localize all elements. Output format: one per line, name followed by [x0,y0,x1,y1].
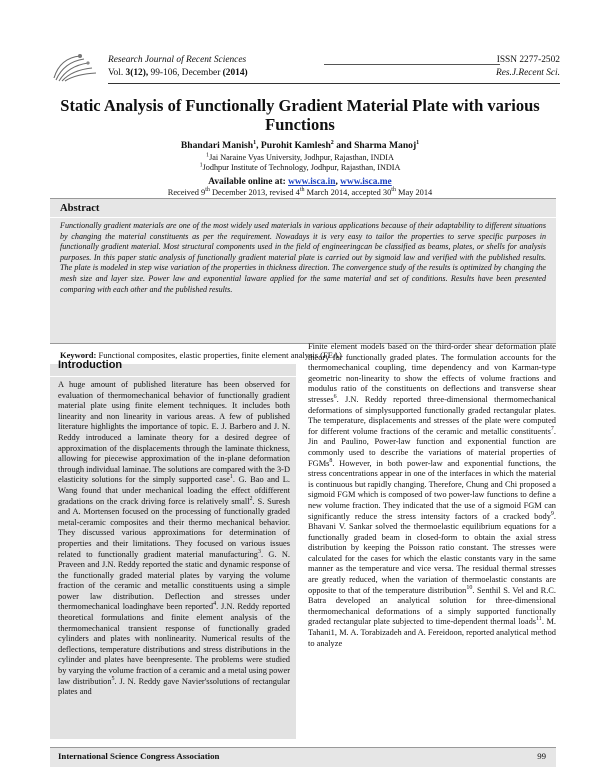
issn: ISSN 2277-2502 [496,55,560,65]
author-sep-and: and [333,140,355,151]
volume-number: 3(12), [125,68,149,78]
ref-6: 6 [333,394,337,401]
introduction-rule [50,376,296,377]
author-2-sup: 2 [330,139,334,146]
journal-info [108,54,248,80]
header-underline [108,83,560,84]
ref-2: 2 [249,495,253,502]
author-1: Bhandari Manish [180,140,254,151]
right-column-text [308,342,556,649]
available-online [0,177,600,187]
intro-p1: A huge amount of published literature has been observed for evaluation of thermomechanical behavior of functionally gradient material plate using finite element techniques. It includes both linearity and non linearity in various areas. A few of published literature highlights the importance of topic. E. J. Barbero and J. N. Reddy introduced a laminate theory for a desired degree of approximation of the displacements through the laminate thickness, allowing for piecewise approximation of the in-plane deformation through individual laminae. The solutions are compared with the 3-D elasticity solutions for the simply supported case [58,380,290,485]
introduction-text [58,380,290,698]
page-number: 99 [537,751,546,761]
affiliation-1-num: 1 [206,152,210,159]
introduction-heading: Introduction [58,359,123,371]
ref-9: 9 [550,510,554,517]
received-sup: th [205,187,210,194]
author-3-sup: 1 [416,139,420,146]
intro-p5: . J.N. Reddy reported theoretical formulations and finite element analysis of the thermomechanical transient response of functionally graded cylinders and plates with nonlinearity. Numerical results of the deflections, temperature distributions and stress distributions in the cylinder and plates have beenpresente. The problems were studied by varying the volume fraction of a ceramic and a metal using power law distribution [58,602,291,686]
abstract-rule [50,217,556,218]
revised-sup: th [299,187,305,194]
header-rule [324,64,500,65]
accepted-text: March 2014, accepted 30 [304,188,392,197]
intro-p3: . S. Suresh and A. Mortensen focused on the processing of functionally graded metal-ceramic composites and their thermo mechanical behavior. They discussed various approximations for determination of properties and their limitations. They focused on various issues related to functionally gradient material manufacturing [58,496,290,559]
ref-10: 10 [466,584,473,591]
abstract-heading: Abstract [60,203,100,214]
ref-11: 11 [536,616,542,623]
author-3: Sharma Manoj [354,140,417,151]
ref-4: 4 [213,601,217,608]
keywords-label: Keyword: [60,350,97,360]
affiliation-1 [0,153,600,164]
intro-p4: . G. N. Praveen and J.N. Reddy reported the static and dynamic response of the functionally graded material plates by varying the volume fraction of the ceramic and metallic constituents using a simple power law distribution. Deflection and stresses under thermomechanical loadinghave been reported [58,549,290,612]
page-footer [50,747,556,767]
ref-1: 1 [229,474,233,481]
accepted-sup: th [391,187,396,194]
journal-logo-icon [50,52,98,82]
isca-me-link[interactable]: www.isca.me [340,177,392,187]
right-t3: . Jin and Paulino, Power-law function and exponential function are commonly used to describe the variations of material properties of FGMs [308,426,556,468]
intro-p6: . J. N. Reddy gave Navier'ssolutions of rectangular plates and [58,676,290,697]
received-dates [0,188,600,197]
available-label: Available online at: [208,177,289,187]
right-t4: . However, in both power-law and exponential functions, the stress concentrations appear in one of the interfaces in which the material is continuous but rapidly changing. Therefore, Chung and Chi proposed a sigmoid FGM which is composed of two power-law functions to define a new volume fraction. They indicated that the use of a sigmoid FGM can significantly reduce the stress intensity factors of a cracked body [308,458,556,521]
right-t1: Finite element models based on the third-order shear deformation plate theory for functionally graded plates. The formulation accounts for the thermomechanical coupling, time dependency and von Karman-type geometric non-linearity to show the effects of volume fractions and modulus ratio of the constituents on deflections and transverse shear stresses [308,342,556,404]
right-t2: . J.N. Reddy reported three-dimensional thermomechanical deformations of simplysupported functionally graded rectangular plates. The temperature, displacements and stresses of the plate were computed for different volume fractions of the ceramic and metallic constituents [308,394,556,436]
journal-issn-block [496,54,560,80]
journal-header [50,52,560,86]
affiliation-2-text: Jodhpur Institute of Technology, Jodhpur, Rajasthan, INDIA [202,163,401,172]
ref-8: 8 [329,457,333,464]
keywords-text: Functional composites, elastic properties, finite element analysis (FEA) [96,350,342,360]
author-sep: , [256,140,261,151]
revised-text: December 2013, revised 4 [209,188,300,197]
journal-title: Research Journal of Recent Sciences [108,55,247,65]
accepted-year: May 2014 [395,188,433,197]
abstract-text: Functionally gradient materials are one of the most widely used materials in various applications because of their adaptability to different situations by changing the material constituents as per the requirement. Nowadays it is very easy to tailor the properties to serve specific purposes in functionally gradient material. Most structural components used in the field of engineeringcan be classified as beams, plates, or shells for analysis purposes. In this paper static analysis of functionally gradient material plate is carried out by sigmoid law and verified with the published results. The plate is modeled in step wise variation of the properties in thickness direction. The convergence study of the results is optimized by changing the mesh size and layer size. Power law and exponential laware applied for the same material and set of conditions. Results have been presented comparing with each other and the published results. [60,221,546,294]
journal-abbrev: Res.J.Recent Sci. [495,68,560,78]
abstract-box [50,198,556,344]
affiliation-1-text: Jai Naraine Vyas University, Jodhpur, Rajasthan, INDIA [209,153,394,162]
authors [0,140,600,151]
footer-association: International Science Congress Association [58,751,220,761]
isca-in-link[interactable]: www.isca.in [288,177,336,187]
introduction-column [50,359,296,739]
paper-title: Static Analysis of Functionally Gradient Material Plate with various Functions [60,96,540,134]
ref-5: 5 [111,675,115,682]
right-t5: . Bhavani V. Sankar solved the thermoelastic equilibrium equations for a functionally graded beam in closed-form to obtain the axial stress distribution by keeping the Poisson ratio constant. The stresses were calculated for the cases for which the elastic constants vary in the same manner as the temperature and vice versa. The residual thermal stresses are greatly reduced, when the variation of thermoelastic constants are opposite to that of the temperature distribution [308,511,556,595]
affiliation-2-num: 1 [199,162,203,169]
ref-7: 7 [550,425,554,432]
right-t7: . M. Tahani1, M. A. Torabizadeh and A. Fereidoon, reported analytical method to analyze [308,617,556,648]
volume-prefix: Vol. [108,68,126,78]
volume-pages: 99-106, December [148,68,223,78]
affiliation-2 [0,163,600,174]
volume-year: (2014) [222,68,248,78]
intro-p2: . G. Bao and L. Wang found that under mechanical loading the effect ofdifferent gradations on the crack driving force is relatively small [58,475,290,506]
author-2: Purohit Kamlesh [260,140,331,151]
author-1-sup: 1 [253,139,257,146]
link-sep: , [335,177,341,187]
received-text: Received 9 [167,188,206,197]
right-t6: . Senthil S. Vel and R.C. Batra developed an analytical solution for three-dimensional thermomechanical deformations of a simply supported functionally graded rectangular plate subjected to time-dependent thermal loads [308,585,556,627]
ref-3: 3 [258,548,261,555]
